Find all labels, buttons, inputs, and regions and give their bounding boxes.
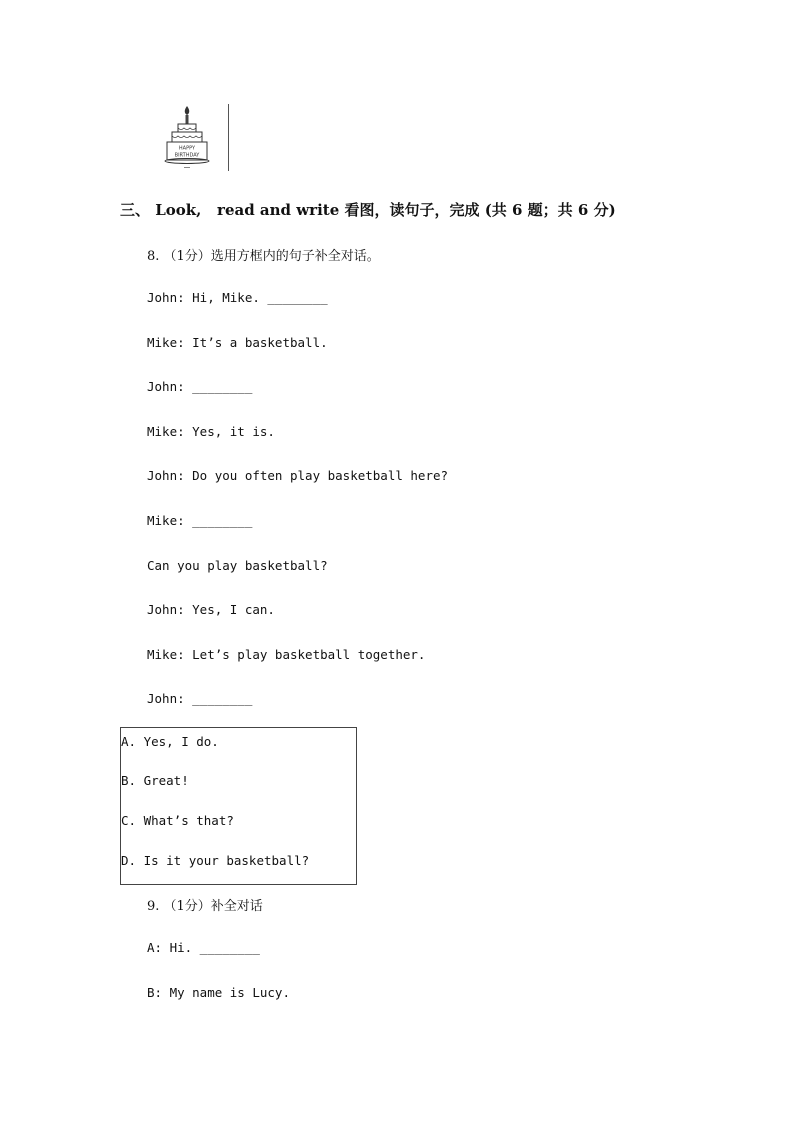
option-c: C. What’s that? (121, 813, 234, 828)
dialogue-line: Mike: It’s a basketball. (147, 335, 328, 350)
birthday-cake-image (162, 104, 212, 170)
section-title: 三、 Look, read and write 看图，读句子，完成 (共 6 题；共 6 分) (120, 201, 616, 219)
cake-text-birthday: BIRTHDAY (174, 152, 200, 159)
dialogue-line: Can you play basketball? (147, 558, 328, 573)
dialogue-line: B: My name is Lucy. (147, 985, 290, 1000)
dialogue-line: Mike: Let’s play basketball together. (147, 647, 426, 662)
dialogue-line: A: Hi. ________ (147, 940, 260, 955)
cake-text-happy: HAPPY (178, 145, 196, 152)
dialogue-line: Mike: ________ (147, 513, 253, 528)
dialogue-line: Mike: Yes, it is. (147, 424, 275, 439)
question-9-heading: 9. （1分）补全对话 (147, 899, 263, 914)
question-8-heading: 8. （1分）选用方框内的句子补全对话。 (147, 249, 380, 264)
option-a: A. Yes, I do. (121, 734, 219, 749)
option-b: B. Great! (121, 773, 189, 788)
option-d: D. Is it your basketball? (121, 853, 310, 868)
image-divider-line (228, 104, 229, 171)
dialogue-line: John: Hi, Mike. ________ (147, 290, 328, 305)
dialogue-line: John: Do you often play basketball here? (147, 468, 449, 483)
dialogue-line: John: ________ (147, 691, 253, 706)
dialogue-line: John: ________ (147, 379, 253, 394)
dialogue-line: John: Yes, I can. (147, 602, 275, 617)
